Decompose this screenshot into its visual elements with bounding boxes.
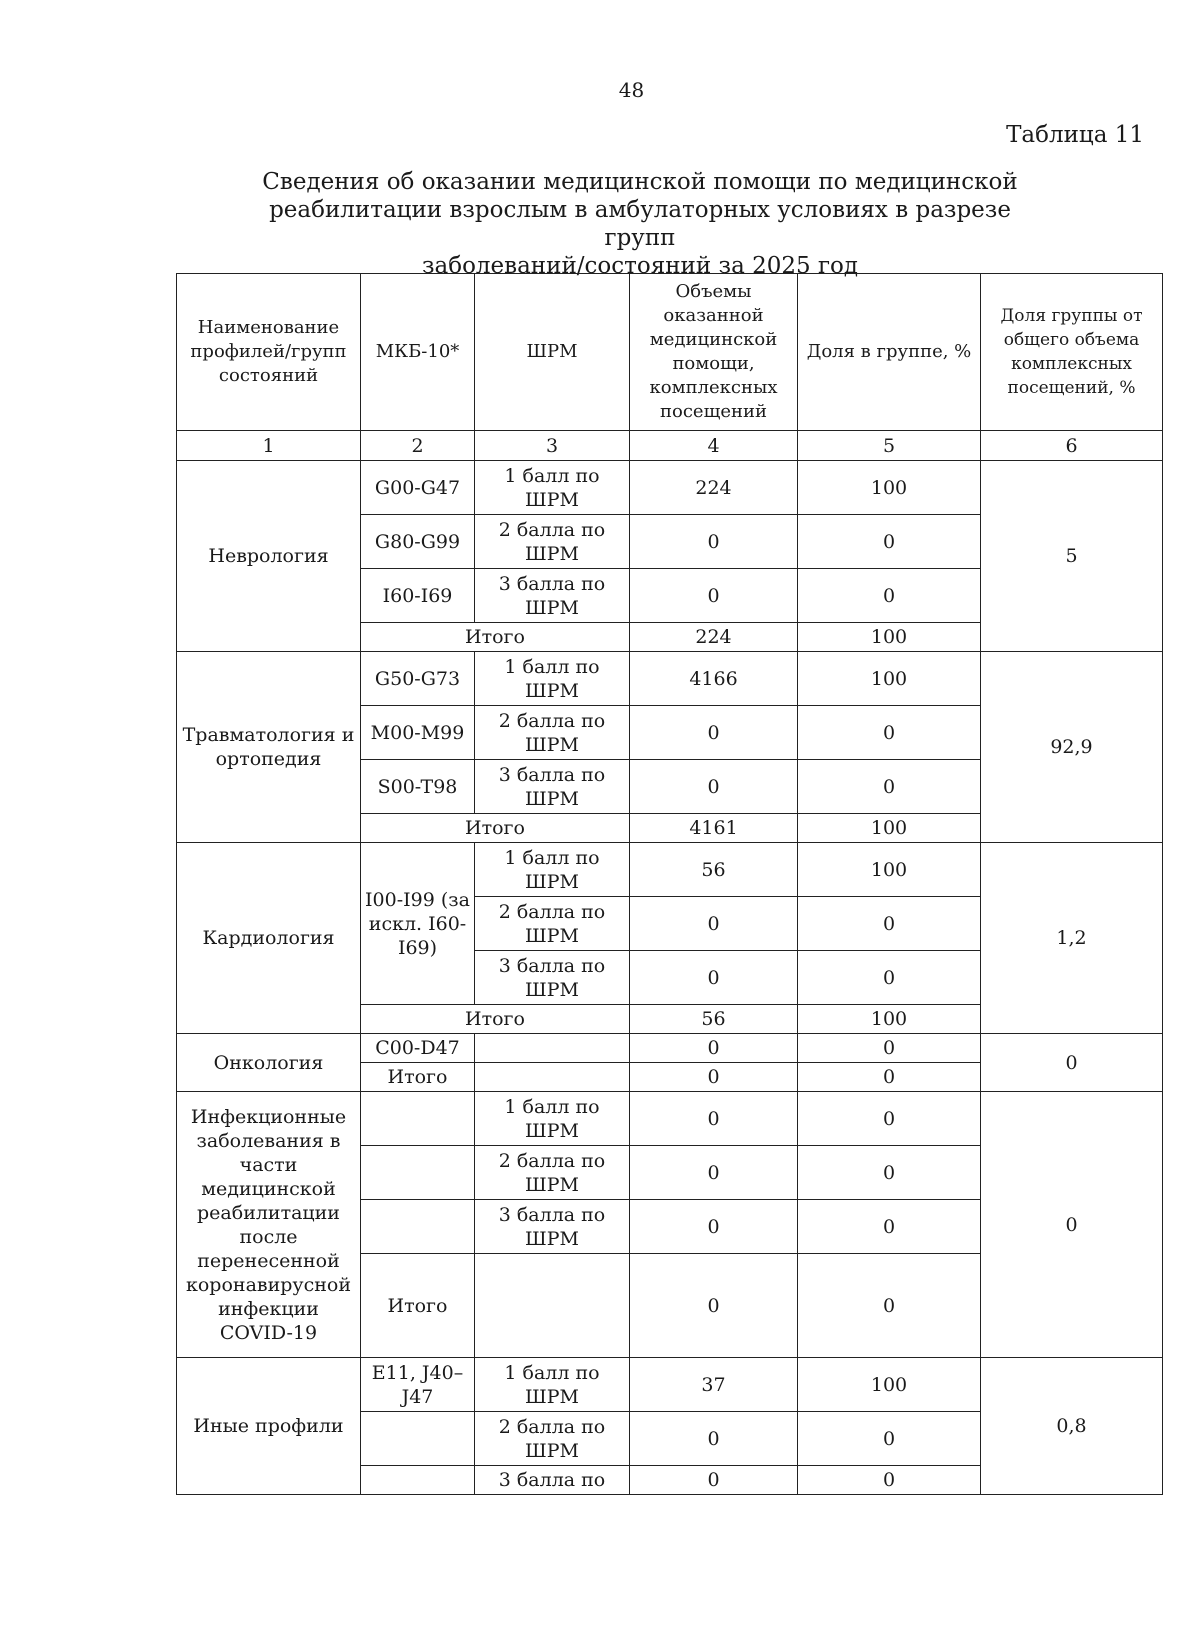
document-title [230,168,1050,280]
shrm-level [475,1063,630,1092]
icd-code: E11, J40–J47 [361,1358,475,1412]
total-label: Итого [361,1254,475,1358]
share-value: 0 [798,1466,981,1495]
volume-value: 0 [630,760,798,814]
volume-value: 56 [630,843,798,897]
icd-code: S00-T98 [361,760,475,814]
volume-value: 0 [630,706,798,760]
volume-value: 0 [630,515,798,569]
volume-value: 0 [630,1412,798,1466]
shrm-level [475,1034,630,1063]
table-row [177,461,1163,515]
shrm-level: 1 балл по ШРМ [475,843,630,897]
share-value: 0 [798,760,981,814]
volume-value: 0 [630,1200,798,1254]
header-volume: Объемы оказанной медицинской помощи, комплексных посещений [630,274,798,431]
share-value: 0 [798,1412,981,1466]
icd-code: C00-D47 [361,1034,475,1063]
group-name: Онкология [177,1034,361,1092]
shrm-level: 1 балл по ШРМ [475,461,630,515]
total-volume: 56 [630,1005,798,1034]
share-value: 100 [798,652,981,706]
shrm-level: 2 балла по ШРМ [475,515,630,569]
volume-value: 224 [630,461,798,515]
total-volume: 224 [630,623,798,652]
share-value: 0 [798,1146,981,1200]
icd-code: M00-M99 [361,706,475,760]
share-value: 0 [798,515,981,569]
volume-value: 0 [630,1034,798,1063]
header-total-share: Доля группы от общего объема комплексных посещений, % [981,274,1163,431]
group-name: Кардиология [177,843,361,1034]
icd-code [361,1200,475,1254]
page-number: 48 [618,78,645,102]
title-line: Сведения об оказании медицинской помощи по медицинской [262,169,1018,195]
table-row [177,843,1163,897]
icd-code: G50-G73 [361,652,475,706]
volume-value: 0 [630,951,798,1005]
total-volume: 0 [630,1254,798,1358]
shrm-level: 1 балл по ШРМ [475,1358,630,1412]
total-share: 0 [798,1063,981,1092]
table-row [177,1358,1163,1412]
total-label: Итого [361,814,630,843]
share-value: 0 [798,897,981,951]
column-number: 4 [630,431,798,461]
header-profile: Наименование профилей/групп состояний [177,274,361,431]
volume-value: 0 [630,1092,798,1146]
title-line: реабилитации взрослым в амбулаторных условиях в разрезе групп [269,197,1011,251]
table-row [177,652,1163,706]
share-value: 100 [798,843,981,897]
shrm-level: 3 балла по [475,1466,630,1495]
rehabilitation-table [176,273,1163,1495]
group-name: Травматология и ортопедия [177,652,361,843]
header-icd: МКБ-10* [361,274,475,431]
total-share: 100 [798,814,981,843]
column-number: 3 [475,431,630,461]
header-group-share: Доля в группе, % [798,274,981,431]
group-name: Инфекционные заболевания в части медицинской реабилитации после перенесенной коронавирусной инфекции COVID-19 [177,1092,361,1358]
shrm-level: 3 балла по ШРМ [475,1200,630,1254]
header-row [177,274,1163,431]
shrm-level: 3 балла по ШРМ [475,569,630,623]
share-value: 0 [798,1034,981,1063]
column-number: 2 [361,431,475,461]
icd-code [361,1412,475,1466]
icd-code [361,1466,475,1495]
icd-code [361,1092,475,1146]
group-name: Иные профили [177,1358,361,1495]
share-value: 100 [798,1358,981,1412]
group-share-value: 0 [981,1092,1163,1358]
group-share-value: 1,2 [981,843,1163,1034]
share-value: 0 [798,569,981,623]
shrm-level: 2 балла по ШРМ [475,897,630,951]
icd-code: G80-G99 [361,515,475,569]
icd-code: I00-I99 (за искл. I60-I69) [361,843,475,1005]
shrm-level: 2 балла по ШРМ [475,1146,630,1200]
icd-code: G00-G47 [361,461,475,515]
group-share-value: 5 [981,461,1163,652]
share-value: 100 [798,461,981,515]
icd-code: I60-I69 [361,569,475,623]
volume-value: 0 [630,569,798,623]
shrm-level [475,1254,630,1358]
total-label: Итого [361,1063,475,1092]
volume-value: 0 [630,897,798,951]
total-volume: 4161 [630,814,798,843]
volume-value: 37 [630,1358,798,1412]
volume-value: 0 [630,1466,798,1495]
column-number: 5 [798,431,981,461]
total-volume: 0 [630,1063,798,1092]
shrm-level: 1 балл по ШРМ [475,1092,630,1146]
group-share-value: 92,9 [981,652,1163,843]
table-row [177,1092,1163,1146]
shrm-level: 2 балла по ШРМ [475,706,630,760]
share-value: 0 [798,1200,981,1254]
share-value: 0 [798,706,981,760]
shrm-level: 3 балла по ШРМ [475,760,630,814]
shrm-level: 3 балла по ШРМ [475,951,630,1005]
group-share-value: 0,8 [981,1358,1163,1495]
total-share: 0 [798,1254,981,1358]
total-label: Итого [361,1005,630,1034]
column-number: 6 [981,431,1163,461]
table-row [177,1034,1163,1063]
column-number-row [177,431,1163,461]
volume-value: 4166 [630,652,798,706]
share-value: 0 [798,951,981,1005]
group-share-value: 0 [981,1034,1163,1092]
title-line: заболеваний/состояний за 2025 год [421,253,859,279]
total-share: 100 [798,1005,981,1034]
share-value: 0 [798,1092,981,1146]
table-label: Таблица 11 [1006,122,1144,148]
group-name: Неврология [177,461,361,652]
volume-value: 0 [630,1146,798,1200]
header-shrm: ШРМ [475,274,630,431]
icd-code [361,1146,475,1200]
shrm-level: 1 балл по ШРМ [475,652,630,706]
shrm-level: 2 балла по ШРМ [475,1412,630,1466]
total-label: Итого [361,623,630,652]
column-number: 1 [177,431,361,461]
total-share: 100 [798,623,981,652]
